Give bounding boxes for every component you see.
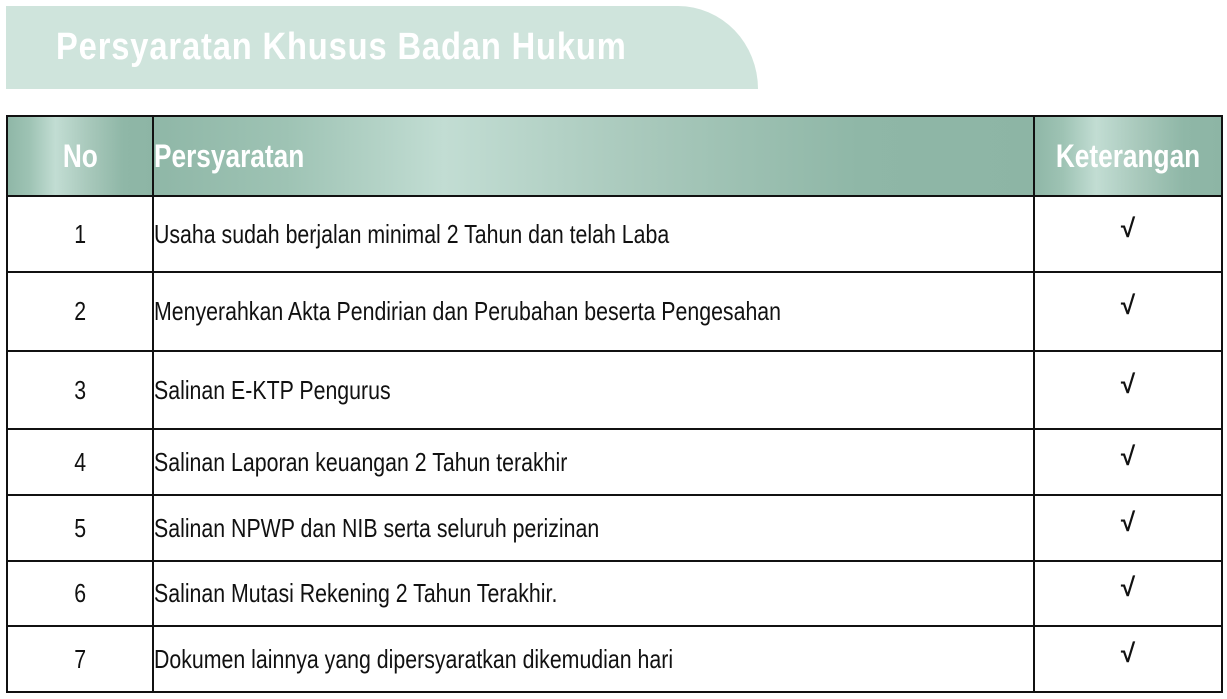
- row-requirement: Salinan Mutasi Rekening 2 Tahun Terakhir.: [153, 561, 1034, 626]
- row-requirement: Salinan E-KTP Pengurus: [153, 351, 1034, 429]
- row-number: 7: [7, 626, 153, 692]
- row-requirement: Dokumen lainnya yang dipersyaratkan dikemudian hari: [153, 626, 1034, 692]
- row-number: 5: [7, 495, 153, 561]
- check-mark-icon: √: [1034, 196, 1222, 272]
- header-no: No: [7, 116, 153, 196]
- check-mark-icon: √: [1034, 561, 1222, 626]
- row-number: 1: [7, 196, 153, 272]
- table-row: [7, 561, 1222, 626]
- table-header-row: [7, 116, 1222, 196]
- row-number: 2: [7, 272, 153, 351]
- table-row: [7, 429, 1222, 495]
- check-mark-icon: √: [1034, 626, 1222, 692]
- header-requirement: Persyaratan: [153, 116, 1034, 196]
- header-remark: Keterangan: [1034, 116, 1222, 196]
- table-row: [7, 495, 1222, 561]
- check-mark-icon: √: [1034, 429, 1222, 495]
- row-number: 6: [7, 561, 153, 626]
- requirements-table: [6, 115, 1223, 693]
- row-requirement: Menyerahkan Akta Pendirian dan Perubahan beserta Pengesahan: [153, 272, 1034, 351]
- title-banner: [6, 6, 758, 89]
- check-mark-icon: √: [1034, 272, 1222, 351]
- table-row: [7, 196, 1222, 272]
- table-row: [7, 626, 1222, 692]
- check-mark-icon: √: [1034, 351, 1222, 429]
- table-row: [7, 272, 1222, 351]
- check-mark-icon: √: [1034, 495, 1222, 561]
- row-number: 4: [7, 429, 153, 495]
- row-requirement: Salinan Laporan keuangan 2 Tahun terakhir: [153, 429, 1034, 495]
- page-title: Persyaratan Khusus Badan Hukum: [56, 26, 627, 68]
- table-row: [7, 351, 1222, 429]
- row-number: 3: [7, 351, 153, 429]
- row-requirement: Salinan NPWP dan NIB serta seluruh perizinan: [153, 495, 1034, 561]
- row-requirement: Usaha sudah berjalan minimal 2 Tahun dan telah Laba: [153, 196, 1034, 272]
